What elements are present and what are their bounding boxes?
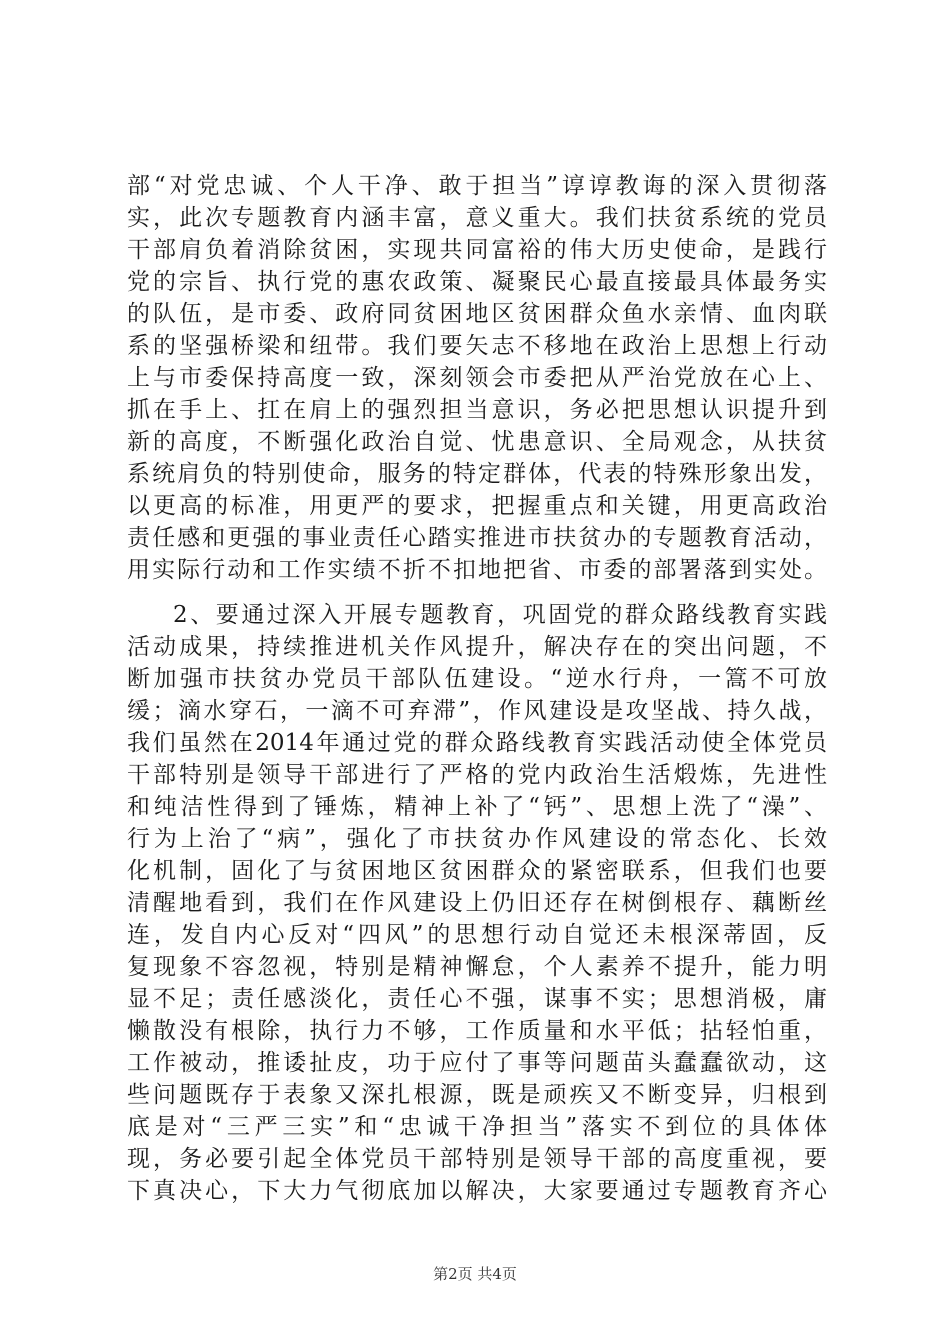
text-line: 活动成果，持续推进机关作风提升，解决存在的突出问题，不: [127, 634, 827, 660]
text-line: 懒散没有根除，执行力不够，工作质量和水平低；拈轻怕重，: [127, 1018, 827, 1044]
text-line: 责任感和更强的事业责任心踏实推进市扶贫办的专题教育活动，: [127, 525, 827, 551]
body-paragraph-2: [127, 599, 827, 1207]
text-line: 系的坚强桥梁和纽带。我们要矢志不移地在政治上思想上行动: [127, 333, 827, 359]
text-line: 复现象不容忽视，特别是精神懈怠，个人素养不提升，能力明: [127, 954, 827, 980]
text-line: 干部肩负着消除贫困，实现共同富裕的伟大历史使命，是践行: [127, 237, 827, 263]
text-line: 底是对“三严三实”和“忠诚干净担当”落实不到位的具体体: [127, 1114, 827, 1140]
text-line: 化机制，固化了与贫困地区贫困群众的紧密联系，但我们也要: [127, 858, 827, 884]
body-paragraph-1: [127, 170, 827, 586]
text-line: 我们虽然在2014年通过党的群众路线教育实践活动使全体党员: [127, 730, 827, 756]
text-line: 行为上治了“病”，强化了市扶贫办作风建设的常态化、长效: [127, 826, 827, 852]
text-line: 部“对党忠诚、个人干净、敢于担当”谆谆教诲的深入贯彻落: [127, 173, 827, 199]
text-line: 干部特别是领导干部进行了严格的党内政治生活煅炼，先进性: [127, 762, 827, 788]
text-line: 以更高的标准，用更严的要求，把握重点和关键，用更高政治: [127, 493, 827, 519]
text-line: 和纯洁性得到了锤炼，精神上补了“钙”、思想上洗了“澡”、: [127, 794, 827, 820]
text-line: 实，此次专题教育内涵丰富，意义重大。我们扶贫系统的党员: [127, 205, 827, 231]
text-line: 上与市委保持高度一致，深刻领会市委把从严治党放在心上、: [127, 365, 827, 391]
text-line: 显不足；责任感淡化，责任心不强，谋事不实；思想消极，庸: [127, 986, 827, 1012]
text-line: 断加强市扶贫办党员干部队伍建设。“逆水行舟，一篙不可放: [127, 666, 827, 692]
text-line: 些问题既存于表象又深扎根源，既是顽疾又不断变异，归根到: [127, 1082, 827, 1108]
text-line: 用实际行动和工作实绩不折不扣地把省、市委的部署落到实处。: [127, 557, 827, 583]
text-line: 2、要通过深入开展专题教育，巩固党的群众路线教育实践: [173, 602, 827, 628]
text-line: 连，发自内心反对“四风”的思想行动自觉还未根深蒂固，反: [127, 922, 827, 948]
text-line: 新的高度，不断强化政治自觉、忧患意识、全局观念，从扶贫: [127, 429, 827, 455]
text-line: 下真决心，下大力气彻底加以解决，大家要通过专题教育齐心: [127, 1178, 827, 1204]
text-line: 现，务必要引起全体党员干部特别是领导干部的高度重视，要: [127, 1146, 827, 1172]
text-line: 党的宗旨、执行党的惠农政策、凝聚民心最直接最具体最务实: [127, 269, 827, 295]
text-line: 系统肩负的特别使命，服务的特定群体，代表的特殊形象出发，: [127, 461, 827, 487]
text-line: 清醒地看到，我们在作风建设上仍旧还存在树倒根存、藕断丝: [127, 890, 827, 916]
page-number-footer: 第2页 共4页: [433, 1265, 517, 1283]
text-line: 抓在手上、扛在肩上的强烈担当意识，务必把思想认识提升到: [127, 397, 827, 423]
text-line: 的队伍，是市委、政府同贫困地区贫困群众鱼水亲情、血肉联: [127, 301, 827, 327]
text-line: 缓；滴水穿石，一滴不可弃滞”，作风建设是攻坚战、持久战，: [127, 698, 827, 724]
text-line: 工作被动，推诿扯皮，功于应付了事等问题苗头蠢蠢欲动，这: [127, 1050, 827, 1076]
